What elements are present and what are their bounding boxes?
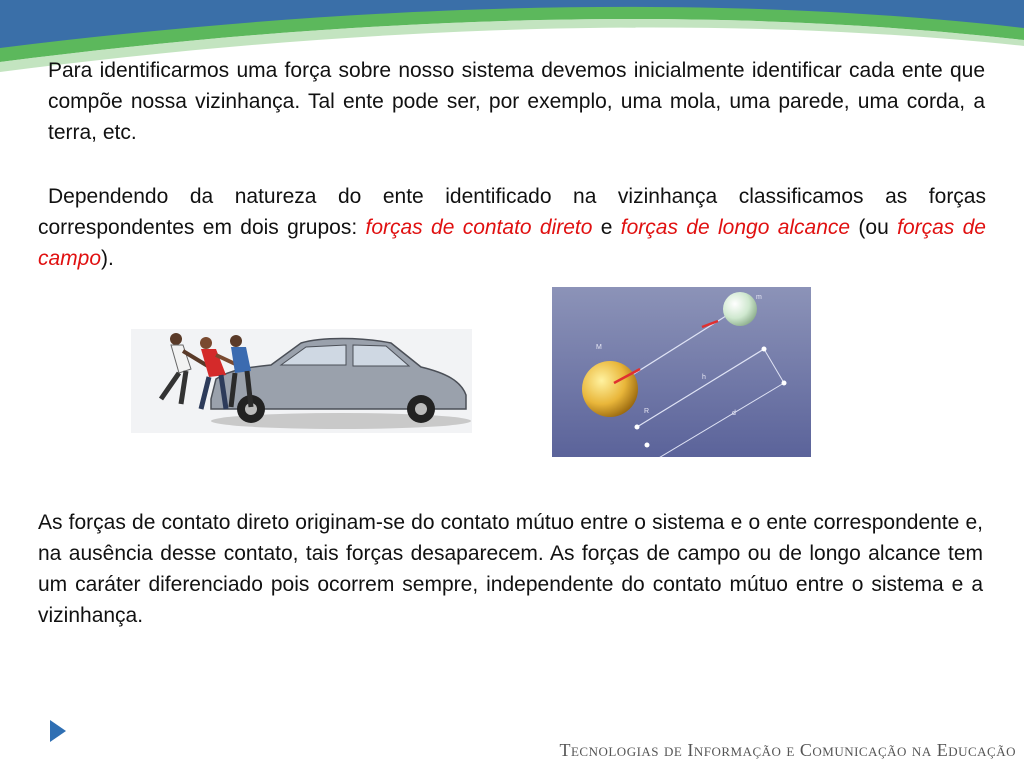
next-arrow-icon[interactable] bbox=[50, 720, 66, 742]
paragraph-identify-forces: Para identificarmos uma força sobre nosso sistema devemos inicialmente identificar cada ente que compõe nossa vizinhança. Tal ente pode ser, por exemplo, uma mola, uma parede, uma corda, a terra, etc. bbox=[48, 59, 985, 144]
connector-text: e bbox=[592, 216, 621, 239]
field-spheres-illustration bbox=[552, 287, 811, 457]
term-long-range-forces: forças de longo alcance bbox=[620, 216, 851, 239]
footer-title: Tecnologias de Informação e Comunicação na Educação bbox=[559, 740, 1016, 760]
label-M: M bbox=[596, 344, 602, 351]
car-push-illustration bbox=[131, 329, 472, 433]
paren-close-text: ). bbox=[101, 247, 114, 270]
paragraph-force-groups bbox=[38, 181, 986, 274]
people-pushing-car-image bbox=[131, 329, 472, 433]
label-R: R bbox=[644, 408, 650, 415]
paren-open-text: (ou bbox=[850, 216, 898, 239]
label-m: m bbox=[756, 294, 762, 301]
gravitational-field-spheres-image bbox=[552, 287, 811, 457]
term-contact-forces: forças de contato direto bbox=[365, 216, 593, 239]
label-h: h bbox=[702, 374, 706, 381]
paragraph-intro-text: Dependendo da natureza do ente identificado na vizinhança classificamos as forças correspondentes em dois grupos: bbox=[38, 185, 986, 239]
term-field-forces: forças de campo bbox=[38, 216, 986, 270]
label-d: d bbox=[732, 410, 736, 417]
paragraph-contact-vs-field: As forças de contato direto originam-se do contato mútuo entre o sistema e o ente correspondente e, na ausência desse contato, tais forças desaparecem. As forças de campo ou de longo alcance tem um caráter diferenciado pois ocorrem sempre, independente do contato mútuo entre o sistema e a vizinhança. bbox=[38, 511, 983, 627]
